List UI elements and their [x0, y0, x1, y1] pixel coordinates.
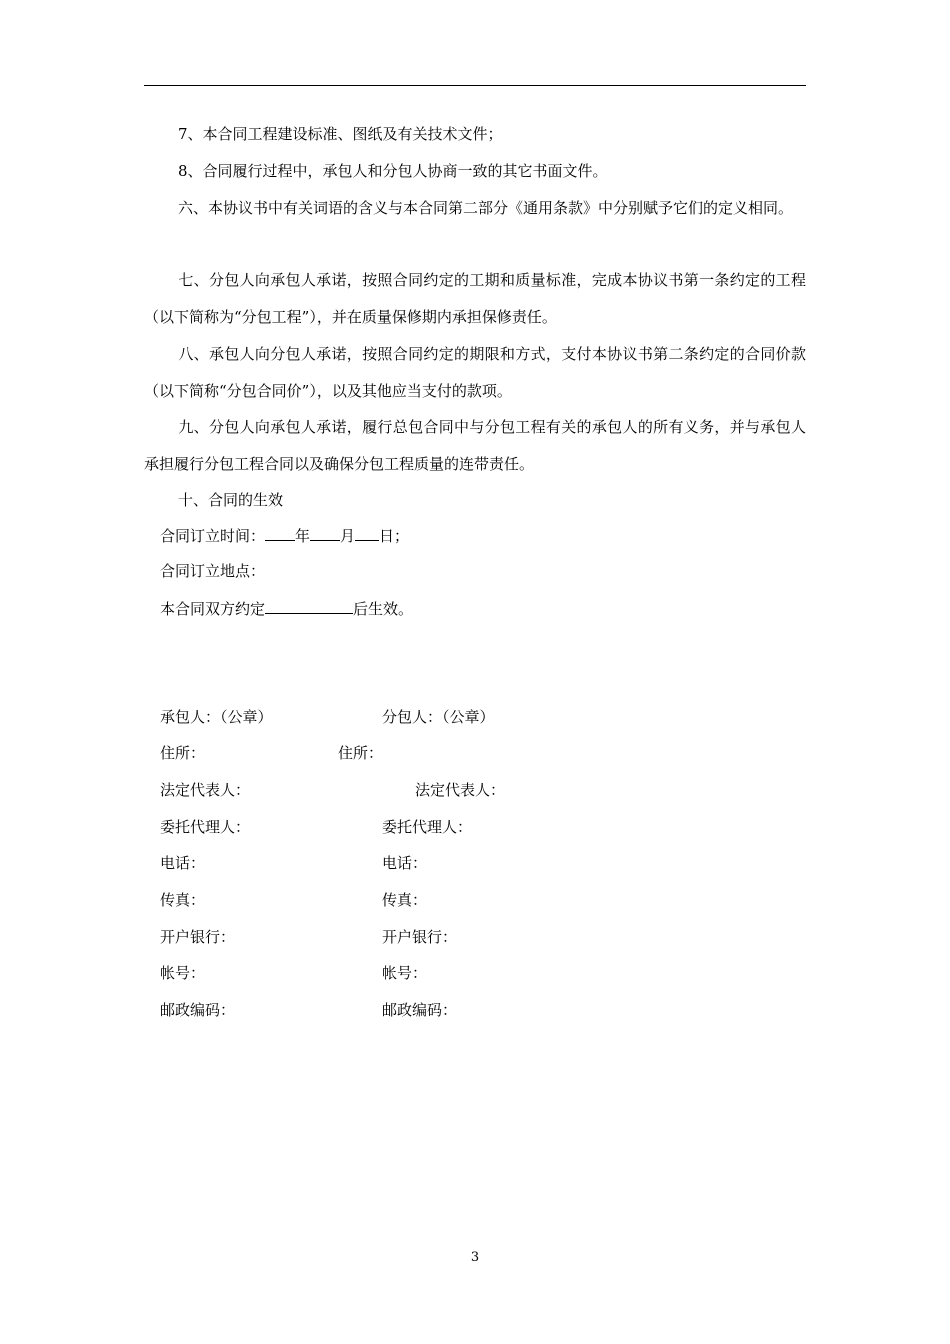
contractor-bank: 开户银行：: [160, 928, 236, 946]
page-number: 3: [470, 1250, 480, 1265]
agree-suffix: 后生效。: [353, 600, 414, 618]
subcontractor-bank: 开户银行：: [382, 928, 458, 946]
sign-time-label: 合同订立时间：: [160, 527, 266, 545]
contractor-address: 住所：: [160, 744, 206, 762]
sign-place-label: 合同订立地点：: [160, 562, 266, 580]
clause-7: 七、分包人向承包人承诺，按照合同约定的工期和质量标准，完成本协议书第一条约定的工程（以下简称为“分包工程”），并在质量保修期内承担保修责任。: [144, 271, 806, 326]
effective-condition-line: [160, 597, 413, 619]
subcontractor-phone: 电话：: [382, 854, 428, 872]
subcontractor-title: 分包人：（公章）: [382, 708, 495, 726]
item-8: 8、合同履行过程中，承包人和分包人协商一致的其它书面文件。: [178, 162, 608, 180]
clause-6: 六、本协议书中有关词语的含义与本合同第二部分《通用条款》中分别赋予它们的定义相同。: [178, 199, 794, 217]
header-rule: [144, 85, 806, 86]
subcontractor-legal-rep: 法定代表人：: [415, 781, 506, 799]
clause-9: 九、分包人向承包人承诺，履行总包合同中与分包工程有关的承包人的所有义务，并与承包人承担履行分包工程合同以及确保分包工程质量的连带责任。: [144, 418, 806, 473]
contractor-agent: 委托代理人：: [160, 818, 251, 836]
month-label: 月: [340, 527, 356, 545]
sign-place-line: [160, 561, 265, 581]
sign-time-line: [160, 524, 409, 546]
contractor-legal-rep: 法定代表人：: [160, 781, 251, 799]
contractor-fax: 传真：: [160, 891, 206, 909]
subcontractor-account: 帐号：: [382, 964, 428, 982]
agree-prefix: 本合同双方约定: [160, 600, 266, 618]
contractor-account: 帐号：: [160, 964, 206, 982]
subcontractor-address: 住所：: [338, 744, 384, 762]
contractor-postcode: 邮政编码：: [160, 1001, 236, 1019]
clause-8: 八、承包人向分包人承诺，按照合同约定的期限和方式，支付本协议书第二条约定的合同价款（以下简称“分包合同价”），以及其他应当支付的款项。: [144, 345, 806, 400]
contractor-phone: 电话：: [160, 854, 206, 872]
subcontractor-fax: 传真：: [382, 891, 428, 909]
day-blank: [355, 524, 379, 541]
day-label: 日；: [379, 527, 410, 545]
month-blank: [310, 524, 340, 541]
condition-blank: [265, 597, 353, 614]
subcontractor-postcode: 邮政编码：: [382, 1001, 458, 1019]
subcontractor-agent: 委托代理人：: [382, 818, 473, 836]
year-blank: [265, 524, 295, 541]
contractor-title: 承包人：（公章）: [160, 708, 273, 726]
item-7: 7、本合同工程建设标准、图纸及有关技术文件；: [178, 125, 503, 143]
clause-10-heading: 十、合同的生效: [178, 491, 284, 509]
year-label: 年: [295, 527, 311, 545]
